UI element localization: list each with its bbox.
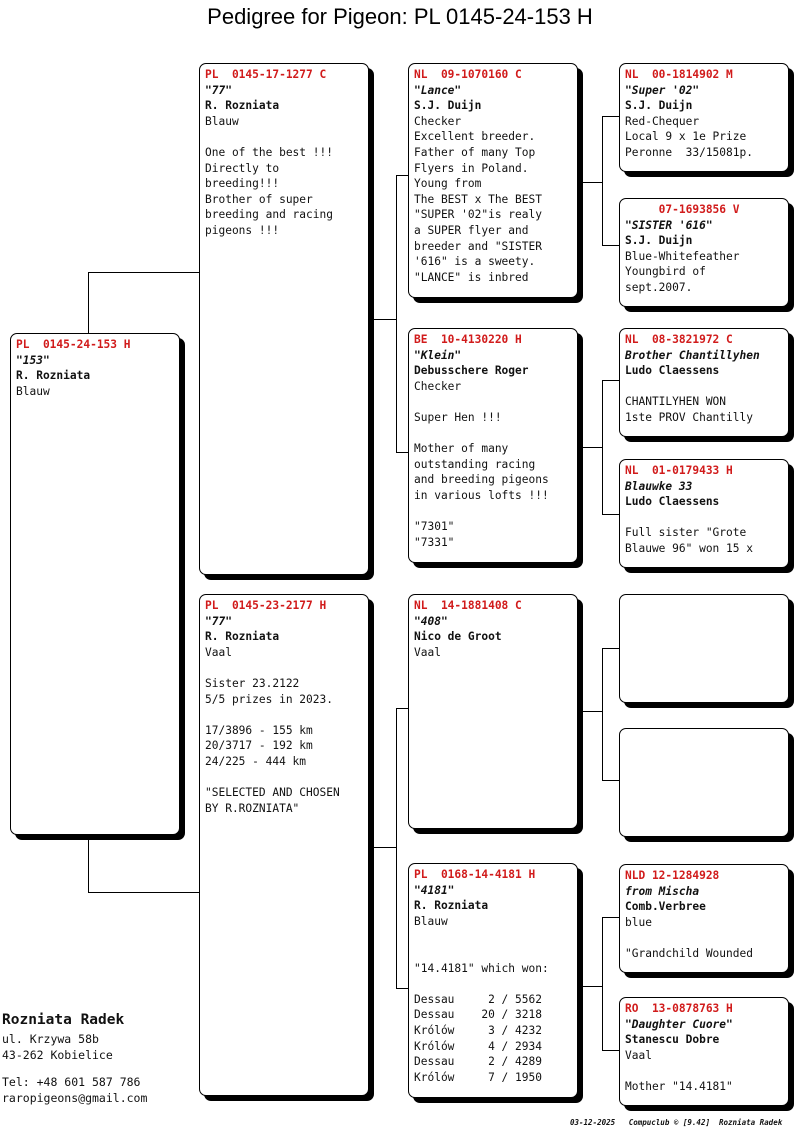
connector-line [602, 917, 603, 1050]
info-line: Vaal [205, 645, 232, 659]
info-line: Blauw [205, 114, 239, 128]
pigeon-name: "SISTER '616" [625, 218, 713, 232]
ring-number: RO 13-0878763 H [625, 1002, 733, 1015]
info-line: Local 9 x 1e Prize [625, 130, 747, 144]
info-line: breeder and "SISTER [414, 239, 542, 253]
breeder-name: S.J. Duijn [625, 234, 693, 248]
info-line: Dessau 2 / 5562 [414, 992, 542, 1006]
info-line: Sister 23.2122 [205, 676, 300, 690]
pigeon-card-sss[interactable] [619, 63, 789, 172]
info-line [414, 976, 572, 992]
info-line [414, 945, 572, 961]
info-line: breeding!!! [205, 177, 280, 191]
ring-number: PL 0168-14-4181 H [414, 868, 536, 881]
owner-address-city: 43-262 Kobielice [2, 1048, 113, 1062]
owner-address-street: ul. Krzywa 58b [2, 1031, 99, 1046]
connector-line [582, 447, 602, 448]
info-line: Królów 7 / 1950 [414, 1070, 542, 1084]
info-line: Mother "14.4181" [625, 1079, 733, 1093]
connector-line [602, 245, 620, 246]
ring-number: NL 01-0179433 H [625, 464, 733, 477]
connector-line [88, 892, 201, 893]
info-line: Mother of many [414, 442, 509, 456]
pigeon-card-sire-sire[interactable] [408, 63, 578, 298]
info-line: Father of many Top [414, 145, 536, 159]
breeder-name: R. Rozniata [414, 899, 489, 913]
info-line: CHANTILYHEN WON [625, 395, 727, 409]
owner-phone: Tel: +48 601 587 786 [2, 1074, 141, 1089]
info-line: Blauw [16, 384, 50, 398]
connector-line [602, 514, 620, 515]
connector-line [602, 917, 620, 918]
info-line [205, 770, 363, 786]
pigeon-card-sdd[interactable] [619, 459, 789, 568]
pigeon-card-ddd[interactable] [619, 997, 789, 1106]
info-line: a SUPER flyer and [414, 223, 529, 237]
connector-line [602, 648, 620, 649]
info-line: "SELECTED AND CHOSEN [205, 786, 340, 800]
pigeon-name: Blauwke 33 [625, 479, 693, 493]
info-line: 5/5 prizes in 2023. [205, 692, 333, 706]
info-line [414, 394, 572, 410]
owner-name: Rozniata Radek [2, 1012, 125, 1028]
connector-line [582, 182, 602, 183]
info-line: in various lofts !!! [414, 488, 549, 502]
info-line: Dessau 20 / 3218 [414, 1008, 542, 1022]
info-line: Blue-Whitefeather [625, 249, 740, 263]
breeder-name: R. Rozniata [205, 99, 280, 113]
pigeon-card-dam-sire[interactable] [408, 594, 578, 829]
info-line: 1ste PROV Chantilly [625, 410, 753, 424]
info-line: Blauw [414, 914, 448, 928]
ring-number: 07-1693856 V [625, 203, 740, 216]
info-line: Super Hen !!! [414, 410, 502, 424]
pigeon-name: "Lance" [414, 83, 462, 97]
info-line: "7331" [414, 535, 455, 549]
ring-number: NL 08-3821972 C [625, 333, 733, 346]
pigeon-card-sire-dam[interactable] [408, 328, 578, 563]
info-line: One of the best !!! [205, 145, 333, 159]
pigeon-name: "Klein" [414, 348, 462, 362]
connector-line [582, 986, 602, 987]
info-line: '616" is a sweety. [414, 255, 536, 269]
connector-line [88, 272, 89, 334]
connector-line [374, 847, 396, 848]
connector-line [602, 780, 620, 781]
info-line: Peronne 33/15081p. [625, 145, 753, 159]
info-line: Vaal [625, 1048, 652, 1062]
breeder-name: Nico de Groot [414, 630, 502, 644]
info-line: 20/3717 - 192 km [205, 739, 313, 753]
info-line [205, 660, 363, 676]
info-line [625, 379, 783, 395]
ring-number: NLD 12-1284928 [625, 869, 720, 882]
info-line: Red-Chequer [625, 114, 700, 128]
info-line: Dessau 2 / 4289 [414, 1055, 542, 1069]
info-line: Youngbird of [625, 265, 706, 279]
pigeon-name: "77" [205, 614, 232, 628]
info-line [414, 929, 572, 945]
info-line [205, 707, 363, 723]
info-line: The BEST x The BEST [414, 192, 542, 206]
info-line [625, 1063, 783, 1079]
pigeon-card-sire[interactable] [199, 63, 369, 575]
info-line: outstanding racing [414, 457, 536, 471]
breeder-name: Comb.Verbree [625, 900, 706, 914]
info-line: pigeons !!! [205, 223, 280, 237]
connector-line [602, 380, 620, 381]
ring-number: NL 14-1881408 C [414, 599, 522, 612]
info-line: Checker [414, 114, 462, 128]
info-line: Excellent breeder. [414, 130, 536, 144]
pigeon-name: "4181" [414, 883, 455, 897]
info-line: Flyers in Poland. [414, 161, 529, 175]
info-line: breeding and racing [205, 208, 333, 222]
connector-line [602, 1050, 620, 1051]
pigeon-card-ssd[interactable] [619, 198, 789, 307]
connector-line [602, 116, 620, 117]
breeder-name: S.J. Duijn [625, 99, 693, 113]
page-title: Pedigree for Pigeon: PL 0145-24-153 H [207, 4, 593, 29]
info-line: 17/3896 - 155 km [205, 723, 313, 737]
connector-line [602, 380, 603, 514]
owner-info [2, 1012, 147, 1107]
ring-number: PL 0145-17-1277 C [205, 68, 327, 81]
breeder-name: Stanescu Dobre [625, 1033, 720, 1047]
breeder-name: Debusschere Roger [414, 364, 529, 378]
pigeon-name: "Daughter Cuore" [625, 1017, 733, 1031]
info-line [625, 930, 783, 946]
info-line: blue [625, 915, 652, 929]
pigeon-name: Brother Chantillyhen [625, 348, 760, 362]
pigeon-card-dam[interactable] [199, 594, 369, 1096]
info-line: Full sister "Grote [625, 526, 747, 540]
info-line: "Grandchild Wounded [625, 946, 753, 960]
breeder-name: Ludo Claessens [625, 495, 720, 509]
breeder-name: Ludo Claessens [625, 364, 720, 378]
ring-number: PL 0145-23-2177 H [205, 599, 327, 612]
info-line: Blauwe 96" won 15 x [625, 541, 753, 555]
info-line: "LANCE" is inbred [414, 270, 529, 284]
pigeon-name: from Mischa [625, 884, 700, 898]
info-line: Directly to [205, 161, 280, 175]
connector-line [602, 116, 603, 245]
info-line: Królów 3 / 4232 [414, 1023, 542, 1037]
connector-line [582, 711, 602, 712]
pigeon-card-dss[interactable] [619, 594, 789, 703]
pigeon-card-dds[interactable] [619, 864, 789, 973]
info-line: Królów 4 / 2934 [414, 1039, 542, 1053]
footer-credit: 03-12-2025 Compuclub © [9.42] Rozniata Radek [570, 1118, 783, 1127]
breeder-name: S.J. Duijn [414, 99, 482, 113]
info-line [205, 129, 363, 145]
pigeon-name: "77" [205, 83, 232, 97]
ring-number: BE 10-4130220 H [414, 333, 522, 346]
pigeon-card-sds[interactable] [619, 328, 789, 437]
ring-number: NL 09-1070160 C [414, 68, 522, 81]
pigeon-card-dsd[interactable] [619, 728, 789, 837]
connector-line [602, 648, 603, 780]
owner-email[interactable]: raropigeons@gmail.com [2, 1091, 148, 1105]
connector-line [88, 272, 201, 273]
breeder-name: R. Rozniata [205, 630, 280, 644]
info-line: 24/225 - 444 km [205, 754, 307, 768]
connector-line [396, 708, 397, 988]
info-line [414, 426, 572, 442]
connector-line [88, 834, 89, 892]
info-line: "SUPER '02"is realy [414, 208, 542, 222]
connector-line [396, 175, 397, 452]
info-line: Vaal [414, 645, 441, 659]
pigeon-card-subject[interactable] [10, 333, 180, 835]
info-line: "7301" [414, 520, 455, 534]
pigeon-name: "Super '02" [625, 83, 700, 97]
info-line [625, 510, 783, 526]
info-line: Checker [414, 379, 462, 393]
breeder-name: R. Rozniata [16, 369, 91, 383]
pigeon-name: "153" [16, 353, 50, 367]
info-line: BY R.ROZNIATA" [205, 801, 300, 815]
info-line: Young from [414, 177, 482, 191]
info-line: sept.2007. [625, 280, 693, 294]
connector-line [374, 319, 396, 320]
info-line: Brother of super [205, 192, 313, 206]
info-line: and breeding pigeons [414, 473, 549, 487]
pigeon-name: "408" [414, 614, 448, 628]
pigeon-card-dam-dam[interactable] [408, 863, 578, 1098]
ring-number: NL 00-1814902 M [625, 68, 733, 81]
info-line [414, 504, 572, 520]
info-line: "14.4181" which won: [414, 961, 549, 975]
ring-number: PL 0145-24-153 H [16, 338, 131, 351]
